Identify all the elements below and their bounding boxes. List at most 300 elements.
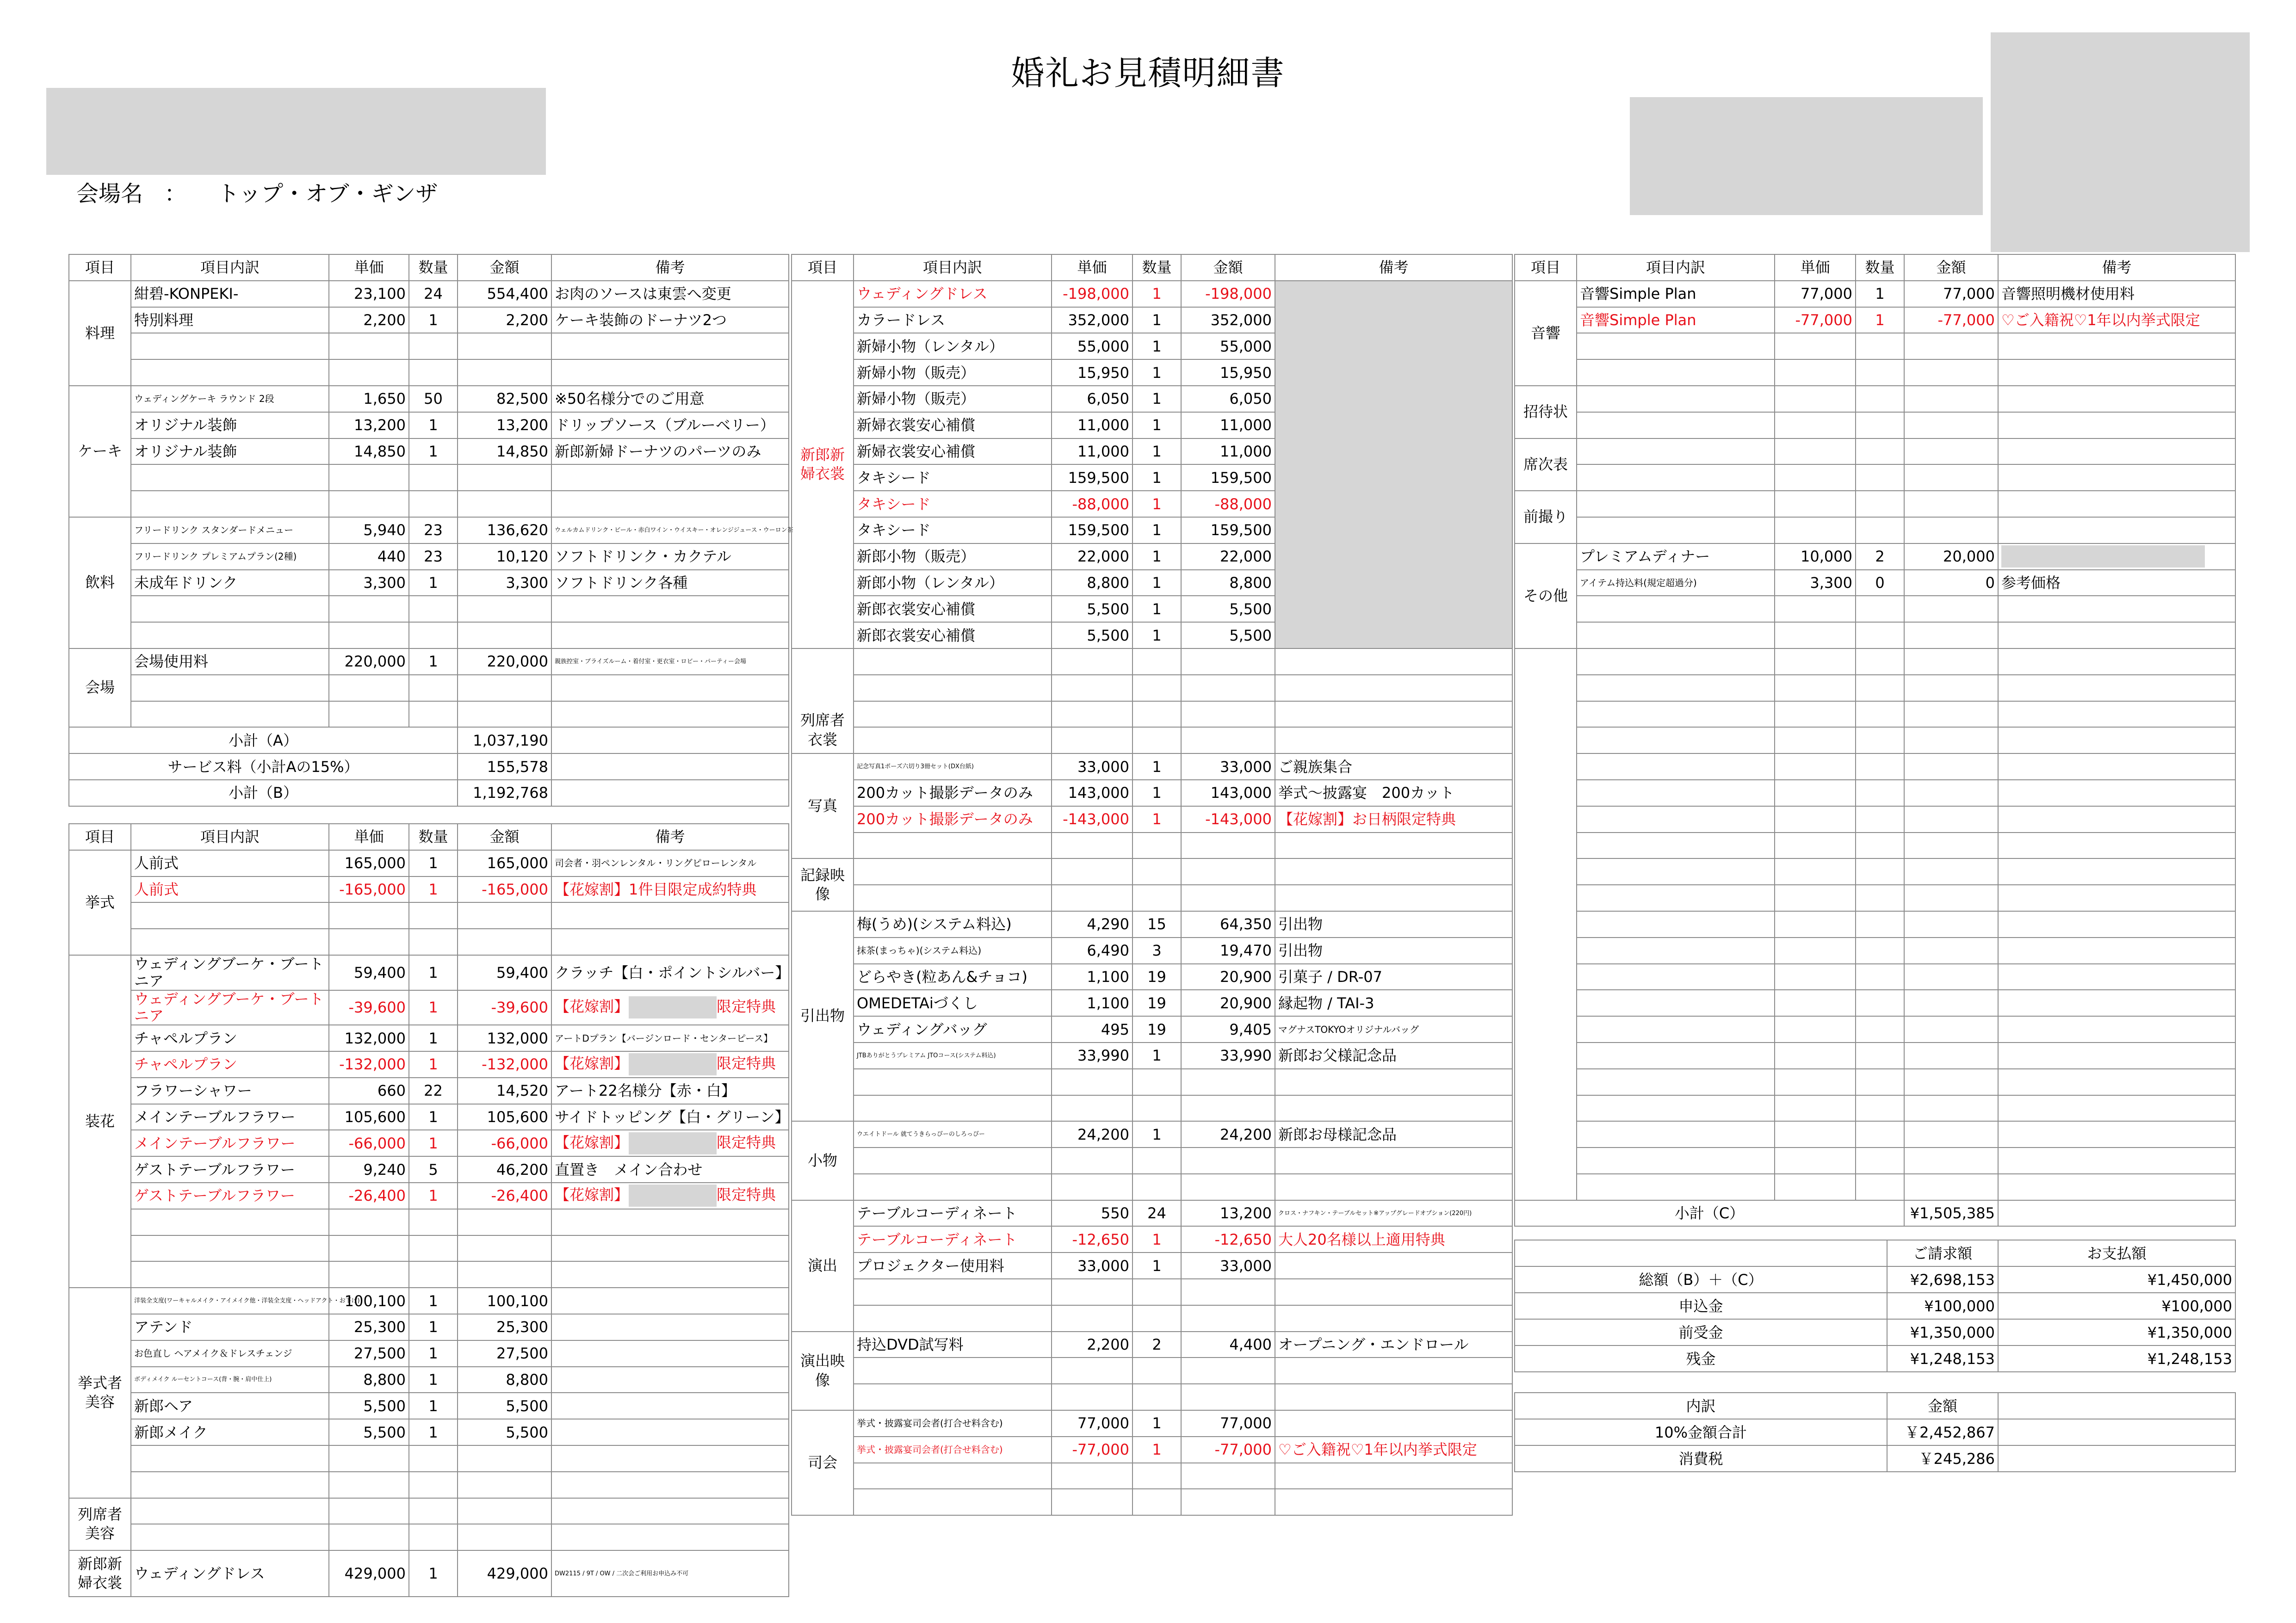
amount: 554,400 bbox=[458, 281, 551, 307]
table-row bbox=[792, 1016, 1512, 1043]
summary-row bbox=[1515, 1319, 2235, 1345]
note-suffix: 限定特典 bbox=[717, 998, 776, 1016]
unit-price: 220,000 bbox=[329, 648, 409, 675]
note bbox=[1998, 543, 2235, 570]
item-name: 音響Simple Plan bbox=[1577, 307, 1775, 333]
quantity: 1 bbox=[409, 955, 458, 990]
unit-price: -26,400 bbox=[329, 1183, 409, 1209]
unit-price: -143,000 bbox=[1052, 806, 1133, 833]
unit-price: -39,600 bbox=[329, 990, 409, 1025]
table-row-discount bbox=[792, 1226, 1512, 1253]
header-qty: 数量 bbox=[1856, 254, 1904, 281]
amount: 159,500 bbox=[1181, 464, 1275, 491]
item-name: 新婦衣裳安心補償 bbox=[854, 438, 1052, 465]
note: アート22名様分【赤・白】 bbox=[551, 1078, 789, 1104]
amount: 159,500 bbox=[1181, 517, 1275, 543]
note: 参考価格 bbox=[1998, 570, 2235, 596]
unit-price: 5,500 bbox=[1052, 596, 1133, 622]
unit-price: 23,100 bbox=[329, 281, 409, 307]
item-name: チャペルプラン bbox=[131, 1051, 329, 1078]
quantity: 1 bbox=[409, 1130, 458, 1156]
category-label: 音響 bbox=[1515, 281, 1577, 386]
quantity: 1 bbox=[409, 850, 458, 876]
item-name: ウェディングブーケ・ブートニア bbox=[131, 955, 329, 990]
note: ♡ご入籍祝♡1年以内挙式限定 bbox=[1998, 307, 2235, 333]
quantity: 1 bbox=[1133, 438, 1181, 465]
note: 引出物 bbox=[1275, 938, 1512, 964]
item-name: 新郎ヘア bbox=[131, 1393, 329, 1419]
header-amount: 金額 bbox=[1904, 254, 1998, 281]
tax-amount: ￥245,286 bbox=[1887, 1445, 1998, 1472]
quantity: 1 bbox=[409, 1025, 458, 1051]
note: 挙式〜披露宴 200カット bbox=[1275, 780, 1512, 806]
item-name: 人前式 bbox=[131, 850, 329, 876]
note: 引菓子 / DR-07 bbox=[1275, 964, 1512, 990]
item-name: 未成年ドリンク bbox=[131, 570, 329, 596]
quantity: 1 bbox=[409, 307, 458, 333]
quantity: 22 bbox=[409, 1078, 458, 1104]
item-name: OMEDETAiづくし bbox=[854, 990, 1052, 1016]
quantity: 1 bbox=[409, 876, 458, 903]
table-row bbox=[69, 412, 789, 438]
unit-price: 2,200 bbox=[329, 307, 409, 333]
category-label: 料理 bbox=[69, 281, 131, 386]
note: ドリップソース（ブルーベリー） bbox=[551, 412, 789, 438]
amount: 3,300 bbox=[458, 570, 551, 596]
item-name: 200カット撮影データのみ bbox=[854, 806, 1052, 833]
table-row-discount bbox=[69, 990, 789, 1025]
table-header bbox=[792, 254, 1512, 281]
table-row bbox=[792, 753, 1512, 780]
unit-price: -198,000 bbox=[1052, 281, 1133, 307]
amount: 220,000 bbox=[458, 648, 551, 675]
category-label: 演出 bbox=[792, 1200, 854, 1332]
unit-price: -77,000 bbox=[1052, 1437, 1133, 1463]
amount: -88,000 bbox=[1181, 491, 1275, 517]
item-name: テーブルコーディネート bbox=[854, 1226, 1052, 1253]
amount: 46,200 bbox=[458, 1156, 551, 1183]
unit-price: 8,800 bbox=[1052, 570, 1133, 596]
note: 縁起物 / TAI-3 bbox=[1275, 990, 1512, 1016]
amount: 13,200 bbox=[458, 412, 551, 438]
redacted-notes bbox=[1275, 281, 1512, 648]
table-row bbox=[69, 1025, 789, 1051]
quantity: 1 bbox=[409, 648, 458, 675]
table-row bbox=[69, 307, 789, 333]
table-header bbox=[69, 824, 789, 850]
category-label: 挙式 bbox=[69, 850, 131, 955]
unit-price: 159,500 bbox=[1052, 517, 1133, 543]
unit-price: 159,500 bbox=[1052, 464, 1133, 491]
billed-amount: ¥1,248,153 bbox=[1887, 1345, 1998, 1372]
note: ※50名様分でのご用意 bbox=[551, 386, 789, 412]
table-header bbox=[1515, 254, 2235, 281]
item-name: 新郎衣裳安心補償 bbox=[854, 596, 1052, 622]
item-name: ウェディングケーキ ラウンド 2段 bbox=[131, 386, 329, 412]
table-row bbox=[69, 1419, 789, 1445]
service-row bbox=[69, 753, 789, 780]
unit-price: 660 bbox=[329, 1078, 409, 1104]
quantity: 1 bbox=[409, 990, 458, 1025]
amount: 25,300 bbox=[458, 1314, 551, 1340]
tax-label: 10%金額合計 bbox=[1515, 1419, 1887, 1445]
unit-price: 429,000 bbox=[329, 1550, 409, 1597]
quantity: 24 bbox=[409, 281, 458, 307]
table-row bbox=[69, 955, 789, 990]
quantity: 1 bbox=[409, 1550, 458, 1597]
unit-price: -12,650 bbox=[1052, 1226, 1133, 1253]
amount: 9,405 bbox=[1181, 1016, 1275, 1043]
item-name: ウェディングバッグ bbox=[854, 1016, 1052, 1043]
subtotal-c-value: ¥1,505,385 bbox=[1904, 1200, 1998, 1227]
quantity: 1 bbox=[1133, 1226, 1181, 1253]
unit-price: 15,950 bbox=[1052, 359, 1133, 386]
item-name: メインテーブルフラワー bbox=[131, 1104, 329, 1130]
note: マグナスTOKYOオリジナルバッグ bbox=[1275, 1016, 1512, 1043]
table-row bbox=[69, 1550, 789, 1597]
unit-price: 1,650 bbox=[329, 386, 409, 412]
unit-price: 27,500 bbox=[329, 1340, 409, 1367]
note: 新郎お父様記念品 bbox=[1275, 1043, 1512, 1069]
unit-price: -66,000 bbox=[329, 1130, 409, 1156]
table-row-discount bbox=[1515, 307, 2235, 333]
note: 司会者・羽ペンレンタル・リングピローレンタル bbox=[551, 850, 789, 876]
header-amount: 金額 bbox=[458, 824, 551, 850]
quantity: 1 bbox=[1133, 622, 1181, 648]
amount: 105,600 bbox=[458, 1104, 551, 1130]
amount: -12,650 bbox=[1181, 1226, 1275, 1253]
quantity: 1 bbox=[1133, 596, 1181, 622]
unit-price: 77,000 bbox=[1775, 281, 1856, 307]
quantity: 0 bbox=[1856, 570, 1904, 596]
unit-price: -77,000 bbox=[1775, 307, 1856, 333]
subtotal-b-value: 1,192,768 bbox=[458, 780, 551, 806]
item-name: 梅(うめ)(システム料込) bbox=[854, 911, 1052, 938]
unit-price: -132,000 bbox=[329, 1051, 409, 1078]
summary-label: 総額（B）＋（C） bbox=[1515, 1266, 1887, 1293]
table-row bbox=[69, 543, 789, 570]
amount: 19,470 bbox=[1181, 938, 1275, 964]
unit-price: 24,200 bbox=[1052, 1121, 1133, 1148]
quantity: 2 bbox=[1133, 1332, 1181, 1358]
quantity: 1 bbox=[409, 1183, 458, 1209]
unit-price: 22,000 bbox=[1052, 543, 1133, 570]
category-label: 列席者衣裳 bbox=[792, 648, 854, 753]
amount: 33,000 bbox=[1181, 1253, 1275, 1279]
quantity: 1 bbox=[409, 412, 458, 438]
item-name: ウエイトドール 就てうきらっぴーのしろっぴー bbox=[854, 1121, 1052, 1148]
unit-price: 10,000 bbox=[1775, 543, 1856, 570]
note bbox=[551, 1183, 789, 1209]
item-name: オリジナル装飾 bbox=[131, 438, 329, 465]
table-row bbox=[792, 1043, 1512, 1069]
quantity: 23 bbox=[409, 543, 458, 570]
summary-row bbox=[1515, 1266, 2235, 1293]
table-row bbox=[792, 964, 1512, 990]
unit-price: 6,490 bbox=[1052, 938, 1133, 964]
unit-price: 25,300 bbox=[329, 1314, 409, 1340]
unit-price: 1,100 bbox=[1052, 964, 1133, 990]
venue-colon: ： bbox=[164, 181, 187, 207]
unit-price: 165,000 bbox=[329, 850, 409, 876]
table-row bbox=[69, 1367, 789, 1393]
header-qty: 数量 bbox=[409, 254, 458, 281]
amount: 22,000 bbox=[1181, 543, 1275, 570]
table-row bbox=[69, 570, 789, 596]
amount: -26,400 bbox=[458, 1183, 551, 1209]
unit-price: 5,500 bbox=[329, 1393, 409, 1419]
table-row bbox=[69, 517, 789, 543]
category-label: 写真 bbox=[792, 753, 854, 858]
unit-price: 59,400 bbox=[329, 955, 409, 990]
quantity: 1 bbox=[409, 570, 458, 596]
note: 音響照明機材使用料 bbox=[1998, 281, 2235, 307]
subtotal-a-label: 小計（A） bbox=[69, 727, 458, 753]
summary-row bbox=[1515, 1293, 2235, 1319]
item-name: 新郎小物（レンタル） bbox=[854, 570, 1052, 596]
header-unit-price: 単価 bbox=[329, 824, 409, 850]
unit-price: 9,240 bbox=[329, 1156, 409, 1183]
note: クロス・ナフキン・テーブルセット※アップグレードオプション(220円) bbox=[1275, 1200, 1512, 1227]
billed-amount: ¥100,000 bbox=[1887, 1293, 1998, 1319]
quantity: 1 bbox=[1133, 1410, 1181, 1437]
tax-breakdown bbox=[1514, 1392, 2236, 1472]
table-row bbox=[69, 648, 789, 675]
billed-amount: ¥1,350,000 bbox=[1887, 1319, 1998, 1345]
table-row bbox=[792, 1121, 1512, 1148]
table-header bbox=[69, 254, 789, 281]
unit-price: 55,000 bbox=[1052, 333, 1133, 359]
item-name: 挙式・披露宴司会者(打合せ料含む) bbox=[854, 1410, 1052, 1437]
amount: 5,500 bbox=[1181, 596, 1275, 622]
billed-amount: ¥2,698,153 bbox=[1887, 1266, 1998, 1293]
amount: 14,850 bbox=[458, 438, 551, 465]
summary-label: 前受金 bbox=[1515, 1319, 1887, 1345]
quantity: 1 bbox=[1856, 281, 1904, 307]
amount: -198,000 bbox=[1181, 281, 1275, 307]
item-name: アテンド bbox=[131, 1314, 329, 1340]
category-label: 挙式者美容 bbox=[69, 1288, 131, 1498]
unit-price: -88,000 bbox=[1052, 491, 1133, 517]
note: 親族控室・ブライズルーム・着付室・更衣室・ロビー・パーティー会場 bbox=[551, 648, 789, 675]
unit-price: 4,290 bbox=[1052, 911, 1133, 938]
tax-amount: ￥2,452,867 bbox=[1887, 1419, 1998, 1445]
amount: 77,000 bbox=[1181, 1410, 1275, 1437]
item-name: 洋装全支度(ワーキャルメイク・アイメイク他・洋装全支度・ヘッドアクト・お下げ) bbox=[131, 1288, 329, 1314]
unit-price: 352,000 bbox=[1052, 307, 1133, 333]
item-name: フラワーシャワー bbox=[131, 1078, 329, 1104]
amount: 64,350 bbox=[1181, 911, 1275, 938]
table-row bbox=[69, 1104, 789, 1130]
service-label: サービス料（小計Aの15%） bbox=[69, 753, 458, 780]
quantity: 1 bbox=[1133, 464, 1181, 491]
amount: 0 bbox=[1904, 570, 1998, 596]
quantity: 1 bbox=[1133, 333, 1181, 359]
note bbox=[551, 990, 789, 1025]
quantity: 2 bbox=[1856, 543, 1904, 570]
table-row bbox=[792, 1410, 1512, 1437]
item-name: カラードレス bbox=[854, 307, 1052, 333]
table-row bbox=[792, 911, 1512, 938]
subtotal-c-label: 小計（C） bbox=[1515, 1200, 1904, 1227]
table-row bbox=[69, 850, 789, 876]
amount: 20,900 bbox=[1181, 964, 1275, 990]
quantity: 1 bbox=[1133, 359, 1181, 386]
unit-price: 105,600 bbox=[329, 1104, 409, 1130]
item-name: 新婦小物（販売） bbox=[854, 386, 1052, 412]
unit-price: 100,100 bbox=[329, 1288, 409, 1314]
header-item: 項目内訳 bbox=[131, 824, 329, 850]
note-prefix: 【花嫁割】 bbox=[555, 1133, 629, 1151]
amount: 33,990 bbox=[1181, 1043, 1275, 1069]
summary-label: 残金 bbox=[1515, 1345, 1887, 1372]
unit-price: 2,200 bbox=[1052, 1332, 1133, 1358]
unit-price: 3,300 bbox=[1775, 570, 1856, 596]
item-name: 人前式 bbox=[131, 876, 329, 903]
header-detail: 内訳 bbox=[1515, 1393, 1887, 1419]
venue-name: トップ・オブ・ギンザ bbox=[217, 181, 438, 207]
table-row bbox=[69, 1393, 789, 1419]
amount: -77,000 bbox=[1181, 1437, 1275, 1463]
quantity: 15 bbox=[1133, 911, 1181, 938]
amount: -132,000 bbox=[458, 1051, 551, 1078]
amount: 5,500 bbox=[458, 1393, 551, 1419]
table-row-discount bbox=[69, 876, 789, 903]
item-name: 特別料理 bbox=[131, 307, 329, 333]
quantity: 1 bbox=[409, 1393, 458, 1419]
item-name: 抹茶(まっちゃ)(システム料込) bbox=[854, 938, 1052, 964]
quantity: 1 bbox=[409, 1104, 458, 1130]
item-name: どらやき(粒あん&チョコ) bbox=[854, 964, 1052, 990]
item-name: ウェディングドレス bbox=[131, 1550, 329, 1597]
amount: 82,500 bbox=[458, 386, 551, 412]
item-name: プロジェクター使用料 bbox=[854, 1253, 1052, 1279]
unit-price: 132,000 bbox=[329, 1025, 409, 1051]
amount: 13,200 bbox=[1181, 1200, 1275, 1227]
unit-price: 33,990 bbox=[1052, 1043, 1133, 1069]
amount: 165,000 bbox=[458, 850, 551, 876]
unit-price: 550 bbox=[1052, 1200, 1133, 1227]
note: 大人20名様以上適用特典 bbox=[1275, 1226, 1512, 1253]
quantity: 1 bbox=[409, 1340, 458, 1367]
quantity: 1 bbox=[1133, 806, 1181, 833]
category-label: 記録映像 bbox=[792, 858, 854, 911]
note: お肉のソースは東雲へ変更 bbox=[551, 281, 789, 307]
unit-price: 5,500 bbox=[1052, 622, 1133, 648]
quantity: 1 bbox=[1133, 1121, 1181, 1148]
quantity: 1 bbox=[1133, 386, 1181, 412]
redacted-block bbox=[1630, 97, 1983, 215]
note: 直置き メイン合わせ bbox=[551, 1156, 789, 1183]
note: ケーキ装飾のドーナツ2つ bbox=[551, 307, 789, 333]
quantity: 1 bbox=[409, 438, 458, 465]
note: 【花嫁割】お日柄限定特典 bbox=[1275, 806, 1512, 833]
redacted-inline bbox=[629, 1053, 717, 1075]
amount: 6,050 bbox=[1181, 386, 1275, 412]
item-name: 音響Simple Plan bbox=[1577, 281, 1775, 307]
item-name: 新婦衣裳安心補償 bbox=[854, 412, 1052, 438]
quantity: 1 bbox=[1133, 517, 1181, 543]
item-name: JTBありがとうプレミアム JTOコース(システム料込) bbox=[854, 1043, 1052, 1069]
quantity: 1 bbox=[409, 1288, 458, 1314]
summary-label: 申込金 bbox=[1515, 1293, 1887, 1319]
amount: 5,500 bbox=[458, 1419, 551, 1445]
quantity: 1 bbox=[1133, 1043, 1181, 1069]
header-amount: 金額 bbox=[458, 254, 551, 281]
category-label: 新郎新婦衣裳 bbox=[792, 281, 854, 648]
item-name: ボディメイク ルーセントコース(背・腕・肩中仕上) bbox=[131, 1367, 329, 1393]
header-unit-price: 単価 bbox=[329, 254, 409, 281]
unit-price: 3,300 bbox=[329, 570, 409, 596]
note: DW2115 / 9T / OW / 二次会ご利用お申込み不可 bbox=[551, 1550, 789, 1597]
item-name: 会場使用料 bbox=[131, 648, 329, 675]
note: アートDプラン【バージンロード・センターピース】 bbox=[551, 1025, 789, 1051]
header-category: 項目 bbox=[792, 254, 854, 281]
note: サイドトッピング【白・グリーン】 bbox=[551, 1104, 789, 1130]
quantity: 1 bbox=[409, 1051, 458, 1078]
quantity: 1 bbox=[1133, 491, 1181, 517]
amount: 15,950 bbox=[1181, 359, 1275, 386]
item-name: 紺碧-KONPEKI- bbox=[131, 281, 329, 307]
quantity: 3 bbox=[1133, 938, 1181, 964]
item-name: プレミアムディナー bbox=[1577, 543, 1775, 570]
item-name: フリードリンク スタンダードメニュー bbox=[131, 517, 329, 543]
redacted-inline bbox=[2001, 545, 2205, 568]
item-name: ウェディングブーケ・ブートニア bbox=[131, 990, 329, 1025]
paid-amount: ¥1,350,000 bbox=[1998, 1319, 2235, 1345]
unit-price: 33,000 bbox=[1052, 1253, 1133, 1279]
unit-price: 8,800 bbox=[329, 1367, 409, 1393]
amount: 11,000 bbox=[1181, 438, 1275, 465]
unit-price: 1,100 bbox=[1052, 990, 1133, 1016]
note: 【花嫁割】1件目限定成約特典 bbox=[551, 876, 789, 903]
quantity: 1 bbox=[1133, 753, 1181, 780]
item-name: フリードリンク プレミアムプラン(2種) bbox=[131, 543, 329, 570]
redacted-inline bbox=[629, 996, 717, 1018]
item-name: 新郎小物（販売） bbox=[854, 543, 1052, 570]
amount: 10,120 bbox=[458, 543, 551, 570]
amount: 143,000 bbox=[1181, 780, 1275, 806]
table-row-discount bbox=[69, 1051, 789, 1078]
item-name: メインテーブルフラワー bbox=[131, 1130, 329, 1156]
quantity: 1 bbox=[1133, 780, 1181, 806]
subtotal-a-row bbox=[69, 727, 789, 753]
unit-price: 5,940 bbox=[329, 517, 409, 543]
quantity: 1 bbox=[1133, 1253, 1181, 1279]
category-label: 新郎新婦衣裳 bbox=[69, 1550, 131, 1597]
header-category: 項目 bbox=[1515, 254, 1577, 281]
quantity: 1 bbox=[1856, 307, 1904, 333]
note-prefix: 【花嫁割】 bbox=[555, 1186, 629, 1204]
table-row bbox=[792, 990, 1512, 1016]
unit-price: -165,000 bbox=[329, 876, 409, 903]
header-billed: ご請求額 bbox=[1887, 1240, 1998, 1266]
note-prefix: 【花嫁割】 bbox=[555, 998, 629, 1016]
quantity: 1 bbox=[1133, 570, 1181, 596]
category-label: 席次表 bbox=[1515, 438, 1577, 491]
category-label: 会場 bbox=[69, 648, 131, 727]
header-notes: 備考 bbox=[1275, 254, 1512, 281]
quantity: 1 bbox=[1133, 543, 1181, 570]
table-row bbox=[69, 1288, 789, 1314]
quantity: 23 bbox=[409, 517, 458, 543]
item-name: お色直し ヘアメイク＆ドレスチェンジ bbox=[131, 1340, 329, 1367]
item-name: タキシード bbox=[854, 464, 1052, 491]
header-item: 項目内訳 bbox=[131, 254, 329, 281]
item-name: オリジナル装飾 bbox=[131, 412, 329, 438]
table-row-discount bbox=[792, 281, 1512, 307]
amount: 352,000 bbox=[1181, 307, 1275, 333]
